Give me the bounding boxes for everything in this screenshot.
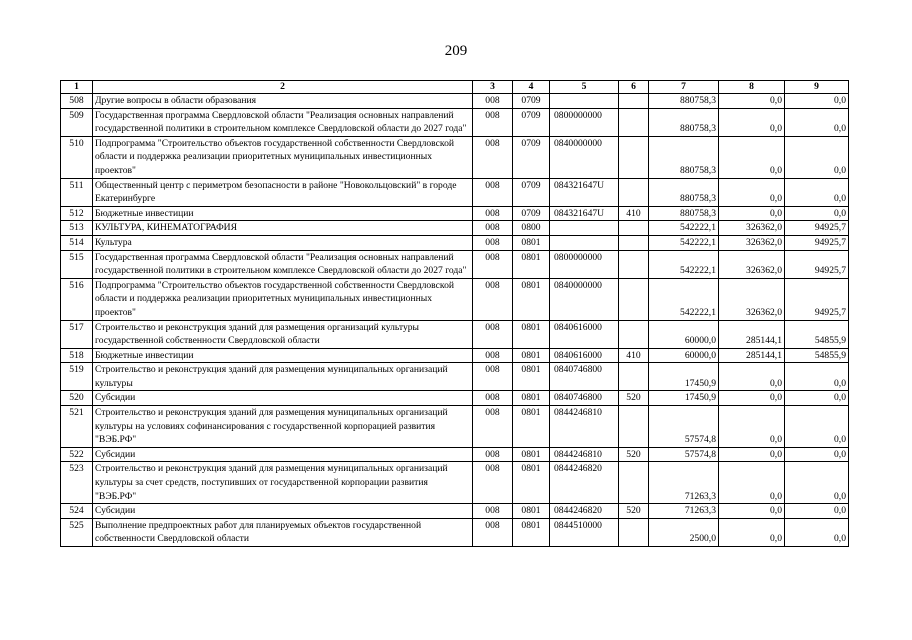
table-row [61,518,849,546]
expense-type-code [619,94,649,109]
section-code: 0709 [513,136,550,178]
amount-col9: 0,0 [785,518,849,546]
table-row [61,250,849,278]
row-number: 508 [61,94,93,109]
section-code: 0709 [513,94,550,109]
table-row [61,278,849,320]
row-number: 523 [61,462,93,504]
column-header: 3 [473,81,513,94]
amount-col8: 285144,1 [719,348,785,363]
row-number: 515 [61,250,93,278]
item-name: Субсидии [93,391,473,406]
amount-col8: 0,0 [719,206,785,221]
table-row [61,447,849,462]
amount-col7: 17450,9 [649,391,719,406]
ministry-code: 008 [473,348,513,363]
column-header: 8 [719,81,785,94]
expense-type-code [619,221,649,236]
section-code: 0801 [513,447,550,462]
ministry-code: 008 [473,462,513,504]
table-row [61,235,849,250]
item-name: Подпрограмма "Строительство объектов государственной собственности Свердловской области и поддержка реализации приоритетных муниципальных инвестиционных проектов" [93,278,473,320]
row-number: 509 [61,108,93,136]
section-code: 0709 [513,206,550,221]
amount-col9: 54855,9 [785,320,849,348]
expense-type-code [619,462,649,504]
expense-type-code [619,363,649,391]
item-name: Общественный центр с периметром безопасности в районе "Новокольцовский" в городе Екатеринбурге [93,178,473,206]
amount-col9: 0,0 [785,178,849,206]
column-header: 2 [93,81,473,94]
target-code: 0844246810 [550,447,619,462]
amount-col8: 285144,1 [719,320,785,348]
row-number: 521 [61,406,93,448]
amount-col8: 0,0 [719,136,785,178]
column-header: 7 [649,81,719,94]
amount-col8: 0,0 [719,447,785,462]
expense-type-code [619,406,649,448]
expense-type-code [619,250,649,278]
amount-col9: 0,0 [785,363,849,391]
ministry-code: 008 [473,250,513,278]
amount-col8: 0,0 [719,406,785,448]
section-code: 0800 [513,221,550,236]
section-code: 0801 [513,462,550,504]
amount-col8: 0,0 [719,178,785,206]
ministry-code: 008 [473,504,513,519]
expense-type-code [619,518,649,546]
item-name: Строительство и реконструкция зданий для размещения организаций культуры государственной собственности Свердловской области [93,320,473,348]
row-number: 512 [61,206,93,221]
table-row [61,320,849,348]
target-code: 0844246810 [550,406,619,448]
amount-col9: 0,0 [785,206,849,221]
amount-col7: 71263,3 [649,462,719,504]
expense-type-code: 520 [619,447,649,462]
target-code: 0800000000 [550,250,619,278]
expense-type-code [619,278,649,320]
item-name: Бюджетные инвестиции [93,348,473,363]
expense-type-code: 520 [619,391,649,406]
expense-type-code: 410 [619,348,649,363]
column-header: 6 [619,81,649,94]
row-number: 511 [61,178,93,206]
ministry-code: 008 [473,206,513,221]
amount-col7: 57574,8 [649,406,719,448]
amount-col7: 880758,3 [649,178,719,206]
table-row [61,178,849,206]
item-name: Субсидии [93,504,473,519]
target-code: 0800000000 [550,108,619,136]
amount-col9: 94925,7 [785,250,849,278]
section-code: 0801 [513,250,550,278]
amount-col7: 542222,1 [649,278,719,320]
expense-type-code: 410 [619,206,649,221]
target-code [550,235,619,250]
item-name: Бюджетные инвестиции [93,206,473,221]
amount-col7: 60000,0 [649,320,719,348]
amount-col9: 94925,7 [785,235,849,250]
ministry-code: 008 [473,320,513,348]
amount-col8: 0,0 [719,391,785,406]
row-number: 513 [61,221,93,236]
column-header: 9 [785,81,849,94]
row-number: 517 [61,320,93,348]
table-row [61,363,849,391]
target-code: 084321647U [550,206,619,221]
section-code: 0801 [513,518,550,546]
row-number: 516 [61,278,93,320]
amount-col7: 880758,3 [649,136,719,178]
ministry-code: 008 [473,136,513,178]
target-code: 0844246820 [550,504,619,519]
amount-col7: 880758,3 [649,206,719,221]
amount-col7: 2500,0 [649,518,719,546]
amount-col8: 326362,0 [719,250,785,278]
expense-type-code [619,178,649,206]
amount-col7: 880758,3 [649,108,719,136]
header-row [61,81,849,94]
amount-col7: 71263,3 [649,504,719,519]
ministry-code: 008 [473,108,513,136]
ministry-code: 008 [473,518,513,546]
target-code: 0844246820 [550,462,619,504]
ministry-code: 008 [473,406,513,448]
amount-col9: 0,0 [785,447,849,462]
ministry-code: 008 [473,278,513,320]
item-name: Государственная программа Свердловской области "Реализация основных направлений государственной политики в строительном комплексе Свердловской области до 2027 года" [93,250,473,278]
target-code: 0840616000 [550,348,619,363]
ministry-code: 008 [473,221,513,236]
target-code: 0840746800 [550,363,619,391]
amount-col8: 0,0 [719,108,785,136]
section-code: 0709 [513,178,550,206]
table-row [61,221,849,236]
expense-type-code [619,136,649,178]
expense-type-code [619,320,649,348]
ministry-code: 008 [473,178,513,206]
row-number: 524 [61,504,93,519]
amount-col7: 57574,8 [649,447,719,462]
expense-type-code: 520 [619,504,649,519]
amount-col9: 0,0 [785,504,849,519]
amount-col8: 0,0 [719,518,785,546]
amount-col8: 0,0 [719,504,785,519]
amount-col9: 94925,7 [785,278,849,320]
row-number: 518 [61,348,93,363]
row-number: 520 [61,391,93,406]
table-row [61,206,849,221]
table-row [61,108,849,136]
section-code: 0801 [513,504,550,519]
target-code: 0840000000 [550,136,619,178]
amount-col8: 0,0 [719,94,785,109]
amount-col9: 0,0 [785,94,849,109]
item-name: Культура [93,235,473,250]
section-code: 0801 [513,363,550,391]
item-name: Подпрограмма "Строительство объектов государственной собственности Свердловской области и поддержка реализации приоритетных муниципальных инвестиционных проектов" [93,136,473,178]
amount-col9: 0,0 [785,136,849,178]
section-code: 0801 [513,406,550,448]
target-code: 0844510000 [550,518,619,546]
amount-col9: 94925,7 [785,221,849,236]
amount-col8: 0,0 [719,363,785,391]
table-row [61,504,849,519]
table-row [61,136,849,178]
target-code [550,221,619,236]
row-number: 510 [61,136,93,178]
table-row [61,94,849,109]
ministry-code: 008 [473,391,513,406]
amount-col7: 542222,1 [649,250,719,278]
amount-col9: 54855,9 [785,348,849,363]
item-name: Строительство и реконструкция зданий для размещения муниципальных организаций культуры на условиях софинансирования с государственной корпорацией развития "ВЭБ.РФ" [93,406,473,448]
target-code: 084321647U [550,178,619,206]
target-code: 0840000000 [550,278,619,320]
target-code: 0840746800 [550,391,619,406]
row-number: 514 [61,235,93,250]
table-row [61,462,849,504]
amount-col7: 542222,1 [649,235,719,250]
amount-col7: 60000,0 [649,348,719,363]
amount-col8: 326362,0 [719,235,785,250]
section-code: 0801 [513,278,550,320]
amount-col9: 0,0 [785,462,849,504]
section-code: 0801 [513,391,550,406]
item-name: Субсидии [93,447,473,462]
budget-table [60,80,849,547]
amount-col7: 17450,9 [649,363,719,391]
page-number: 209 [444,43,468,59]
ministry-code: 008 [473,363,513,391]
item-name: Строительство и реконструкция зданий для размещения муниципальных организаций культуры за счет средств, поступивших от государственной корпорации развития "ВЭБ.РФ" [93,462,473,504]
expense-type-code [619,235,649,250]
target-code: 0840616000 [550,320,619,348]
column-header: 4 [513,81,550,94]
section-code: 0801 [513,235,550,250]
item-name: Выполнение предпроектных работ для планируемых объектов государственной собственности Свердловской области [93,518,473,546]
amount-col9: 0,0 [785,406,849,448]
expense-type-code [619,108,649,136]
section-code: 0801 [513,348,550,363]
amount-col8: 326362,0 [719,278,785,320]
ministry-code: 008 [473,94,513,109]
item-name: Строительство и реконструкция зданий для размещения муниципальных организаций культуры [93,363,473,391]
table-body [61,94,849,547]
amount-col9: 0,0 [785,391,849,406]
ministry-code: 008 [473,447,513,462]
table-row [61,406,849,448]
table-row [61,391,849,406]
column-header: 1 [61,81,93,94]
row-number: 519 [61,363,93,391]
item-name: Государственная программа Свердловской области "Реализация основных направлений государственной политики в строительном комплексе Свердловской области до 2027 года" [93,108,473,136]
column-header: 5 [550,81,619,94]
amount-col7: 542222,1 [649,221,719,236]
item-name: Другие вопросы в области образования [93,94,473,109]
amount-col7: 880758,3 [649,94,719,109]
target-code [550,94,619,109]
item-name: КУЛЬТУРА, КИНЕМАТОГРАФИЯ [93,221,473,236]
row-number: 522 [61,447,93,462]
amount-col9: 0,0 [785,108,849,136]
table-row [61,348,849,363]
ministry-code: 008 [473,235,513,250]
section-code: 0801 [513,320,550,348]
amount-col8: 326362,0 [719,221,785,236]
section-code: 0709 [513,108,550,136]
amount-col8: 0,0 [719,462,785,504]
row-number: 525 [61,518,93,546]
